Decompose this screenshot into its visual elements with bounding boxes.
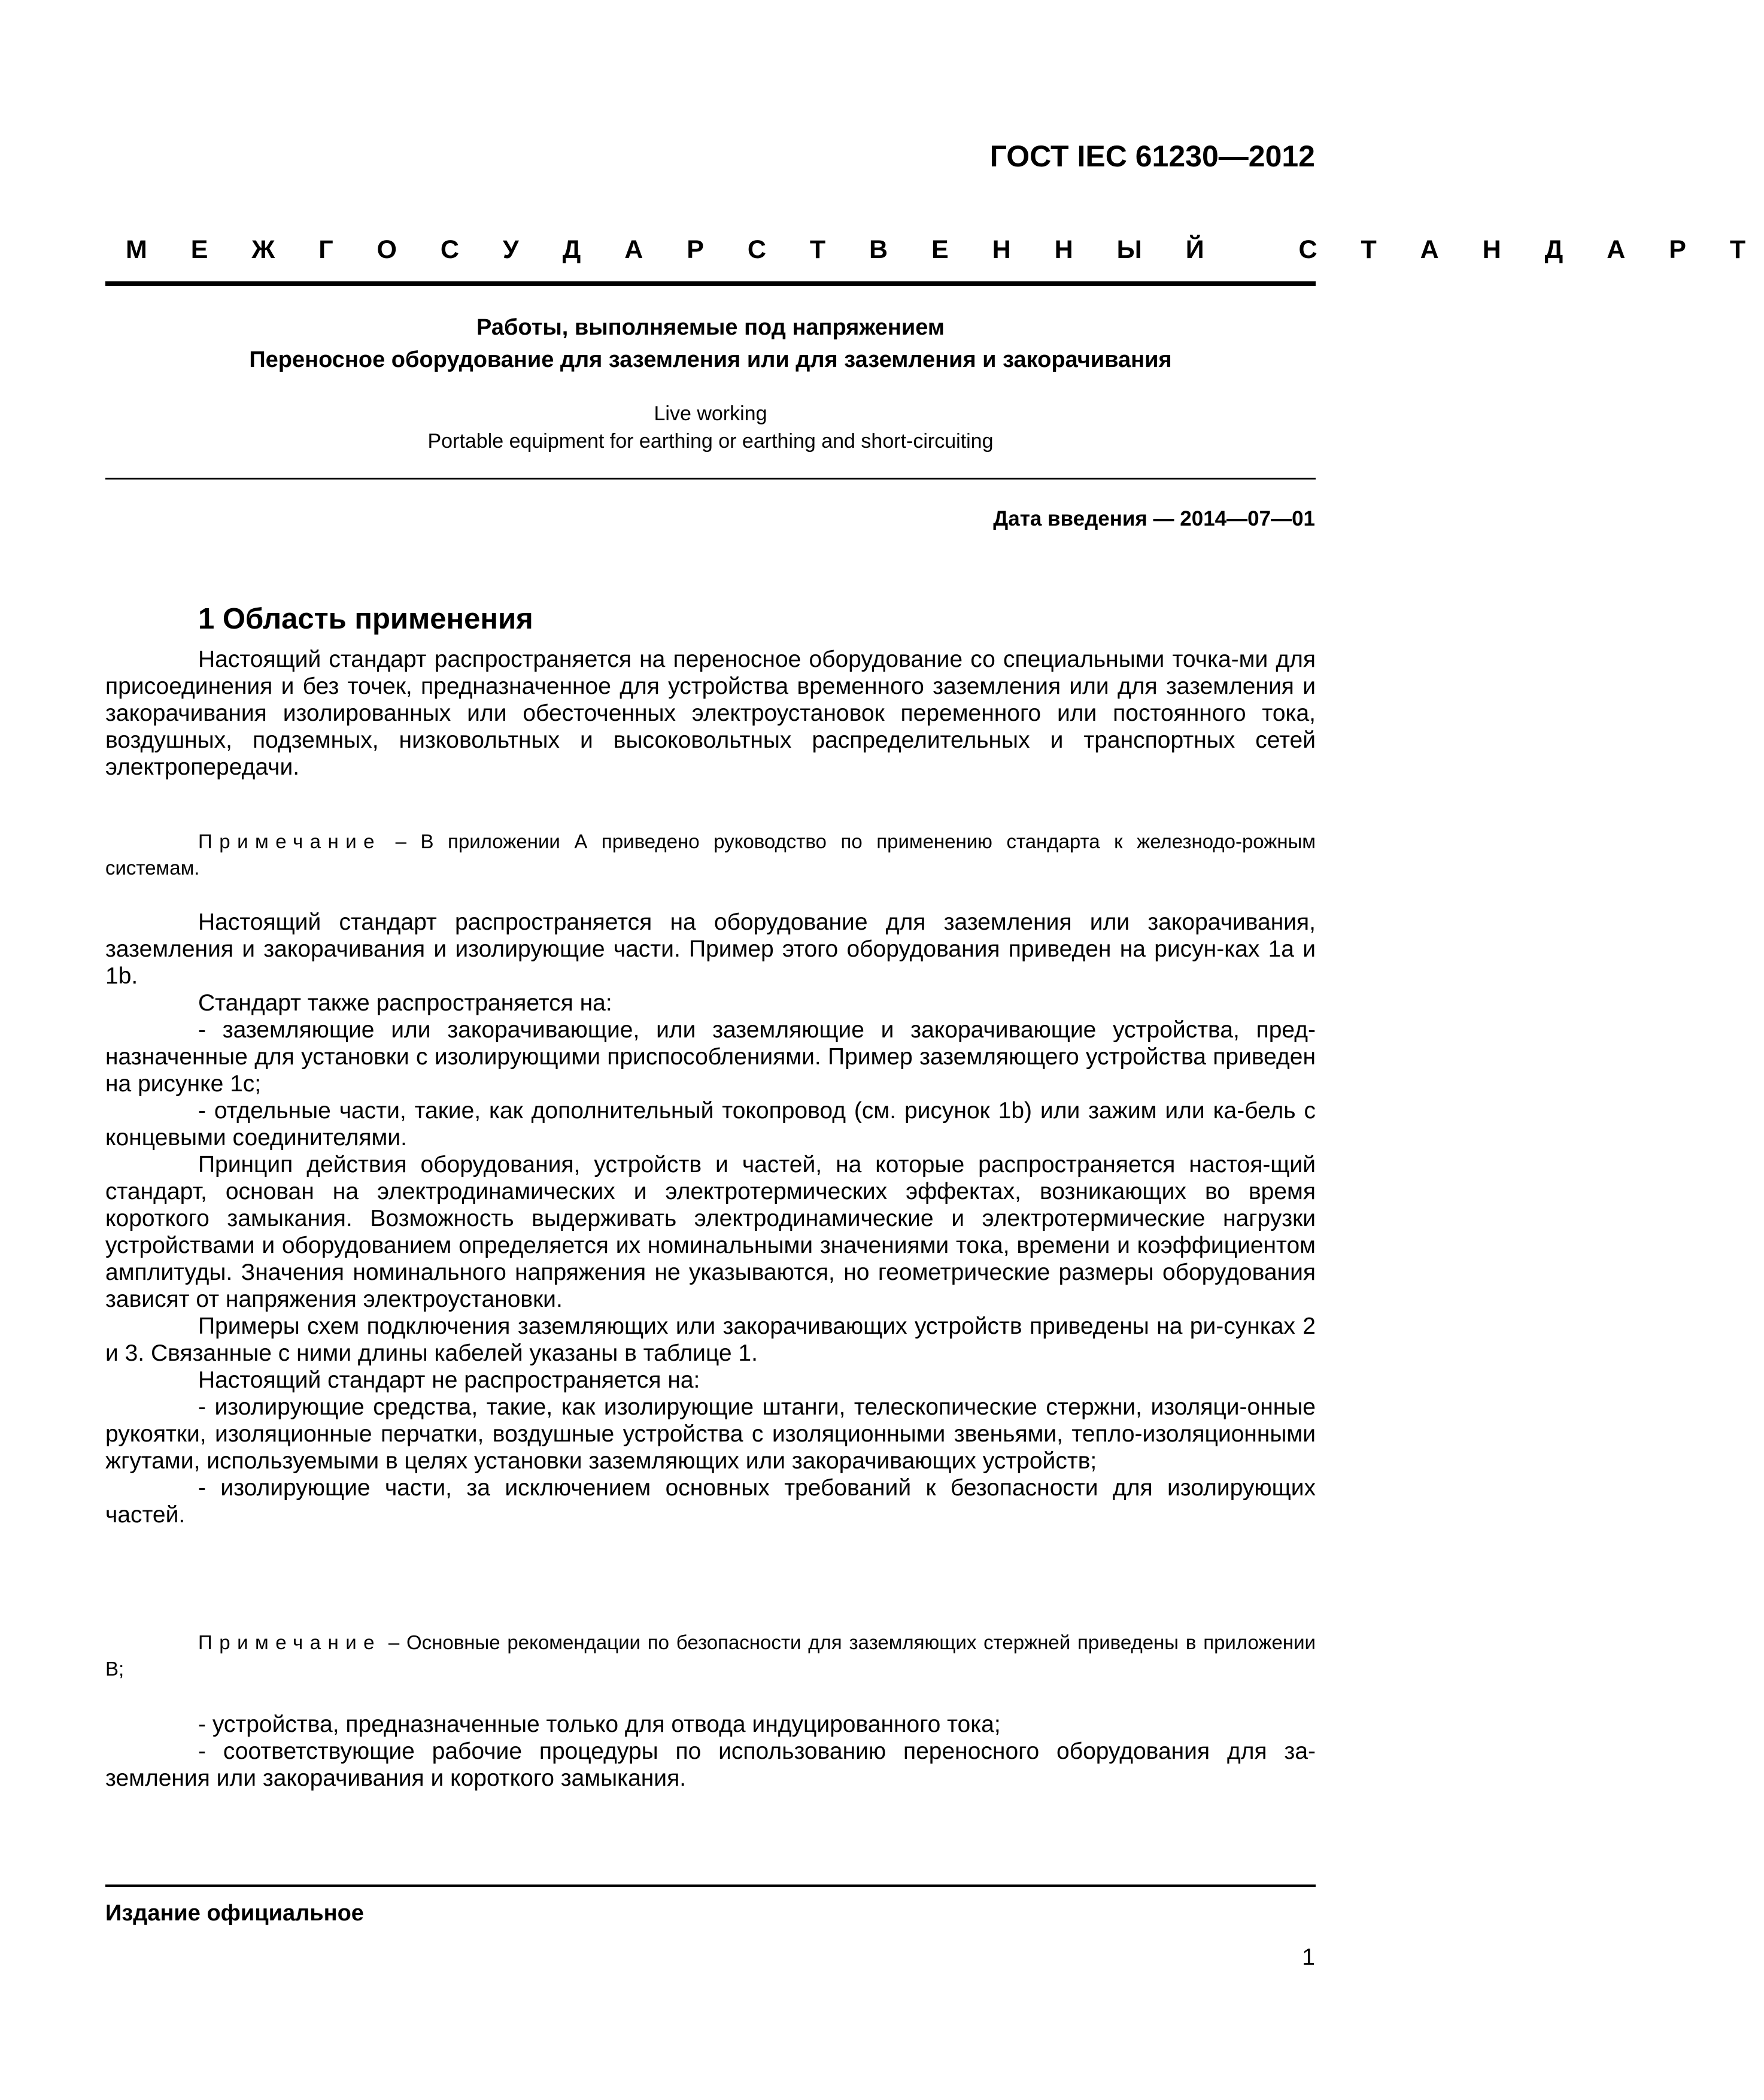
scope-body-block <box>105 909 1316 1528</box>
title-ru-line1: Работы, выполняемые под напряжением <box>476 315 945 340</box>
title-en-line2: Portable equipment for earthing or earthing and short-circuiting <box>427 430 994 453</box>
list-item: - устройства, предназначенные только для отвода индуцированного тока; <box>198 1711 1001 1737</box>
standard-type-banner: М Е Ж Г О С У Д А Р С Т В Е Н Н Ы Й С Т А Н Д А Р Т <box>126 235 1764 264</box>
exclusions-block <box>105 1711 1316 1792</box>
footer-divider <box>105 1884 1316 1887</box>
note-1 <box>105 829 1316 881</box>
paragraph: Настоящий стандарт распространяется на оборудование для заземления или закорачивания, заземления и закорачивания и изолирующие части. Пример этого оборудования приведен на рисун-ках 1а и 1b. <box>105 909 1316 989</box>
paragraph: Настоящий стандарт не распространяется на: <box>198 1367 700 1393</box>
paragraph-scope-1 <box>105 646 1316 781</box>
edition-label: Издание официальное <box>105 1901 364 1926</box>
title-ru-line2: Переносное оборудование для заземления или для заземления и закорачивания <box>249 347 1172 372</box>
page-number: 1 <box>1302 1944 1315 1970</box>
title-russian <box>105 311 1316 376</box>
standard-id: ГОСТ IEC 61230—2012 <box>989 139 1315 173</box>
list-item: - отдельные части, такие, как дополнительный токопровод (см. рисунок 1b) или зажим или ка-бель с концевыми соединителями. <box>105 1098 1316 1151</box>
section-heading: 1 Область применения <box>198 603 533 635</box>
paragraph: Примеры схем подключения заземляющих или закорачивающих устройств приведены на ри-сунках 2 и 3. Связанные с ними длины кабелей указаны в таблице 1. <box>105 1313 1316 1366</box>
note-text: – В приложении А приведено руководство по применению стандарта к железнодо-рожным системам. <box>105 830 1316 879</box>
title-en-line1: Live working <box>654 402 767 425</box>
note-label: Примечание <box>198 830 382 852</box>
header-divider <box>105 281 1316 286</box>
list-item: - изолирующие части, за исключением основных требований к безопасности для изолирующих частей. <box>105 1475 1316 1528</box>
list-item: - изолирующие средства, такие, как изолирующие штанги, телескопические стержни, изоляци-онные рукоятки, изоляционные перчатки, воздушные устройства с изоляционными звеньями, тепло-изоляционными жгутами, используемыми в целях установки заземляющих или закорачивающих устройств; <box>105 1394 1316 1474</box>
note-label: Примечание <box>198 1631 382 1653</box>
title-divider <box>105 478 1316 480</box>
title-english <box>105 400 1316 455</box>
paragraph: Настоящий стандарт распространяется на переносное оборудование со специальными точка-ми для присоединения и без точек, предназначенное для устройства временного заземления или для заземления и закорачивания изолированных или обесточенных электроустановок переменного или постоянного тока, воздушных, подземных, низковольтных и высоковольтных распределительных и транспортных сетей электропередачи. <box>105 647 1316 780</box>
paragraph: Принцип действия оборудования, устройств и частей, на которые распространяется настоя-щий стандарт, основан на электродинамических и электротермических эффектах, возникающих во время короткого замыкания. Возможность выдерживать электродинамические и электротермические нагрузки устройствами и оборудованием определяется их номинальными значениями тока, времени и коэффициентом амплитуды. Значения номинального напряжения не указываются, но геометрические размеры оборудования зависят от напряжения электроустановки. <box>105 1152 1316 1312</box>
introduction-date: Дата введения — 2014—07—01 <box>993 507 1315 530</box>
list-item: - соответствующие рабочие процедуры по использованию переносного оборудования для за-земления или закорачивания и короткого замыкания. <box>105 1738 1316 1791</box>
paragraph: Стандарт также распространяется на: <box>198 990 612 1016</box>
note-2 <box>105 1629 1316 1682</box>
note-text: – Основные рекомендации по безопасности для заземляющих стержней приведены в приложении В; <box>105 1631 1316 1680</box>
list-item: - заземляющие или закорачивающие, или заземляющие и закорачивающие устройства, пред-назначенные для установки с изолирующими приспособлениями. Пример заземляющего устройства приведен на рисунке 1с; <box>105 1017 1316 1097</box>
